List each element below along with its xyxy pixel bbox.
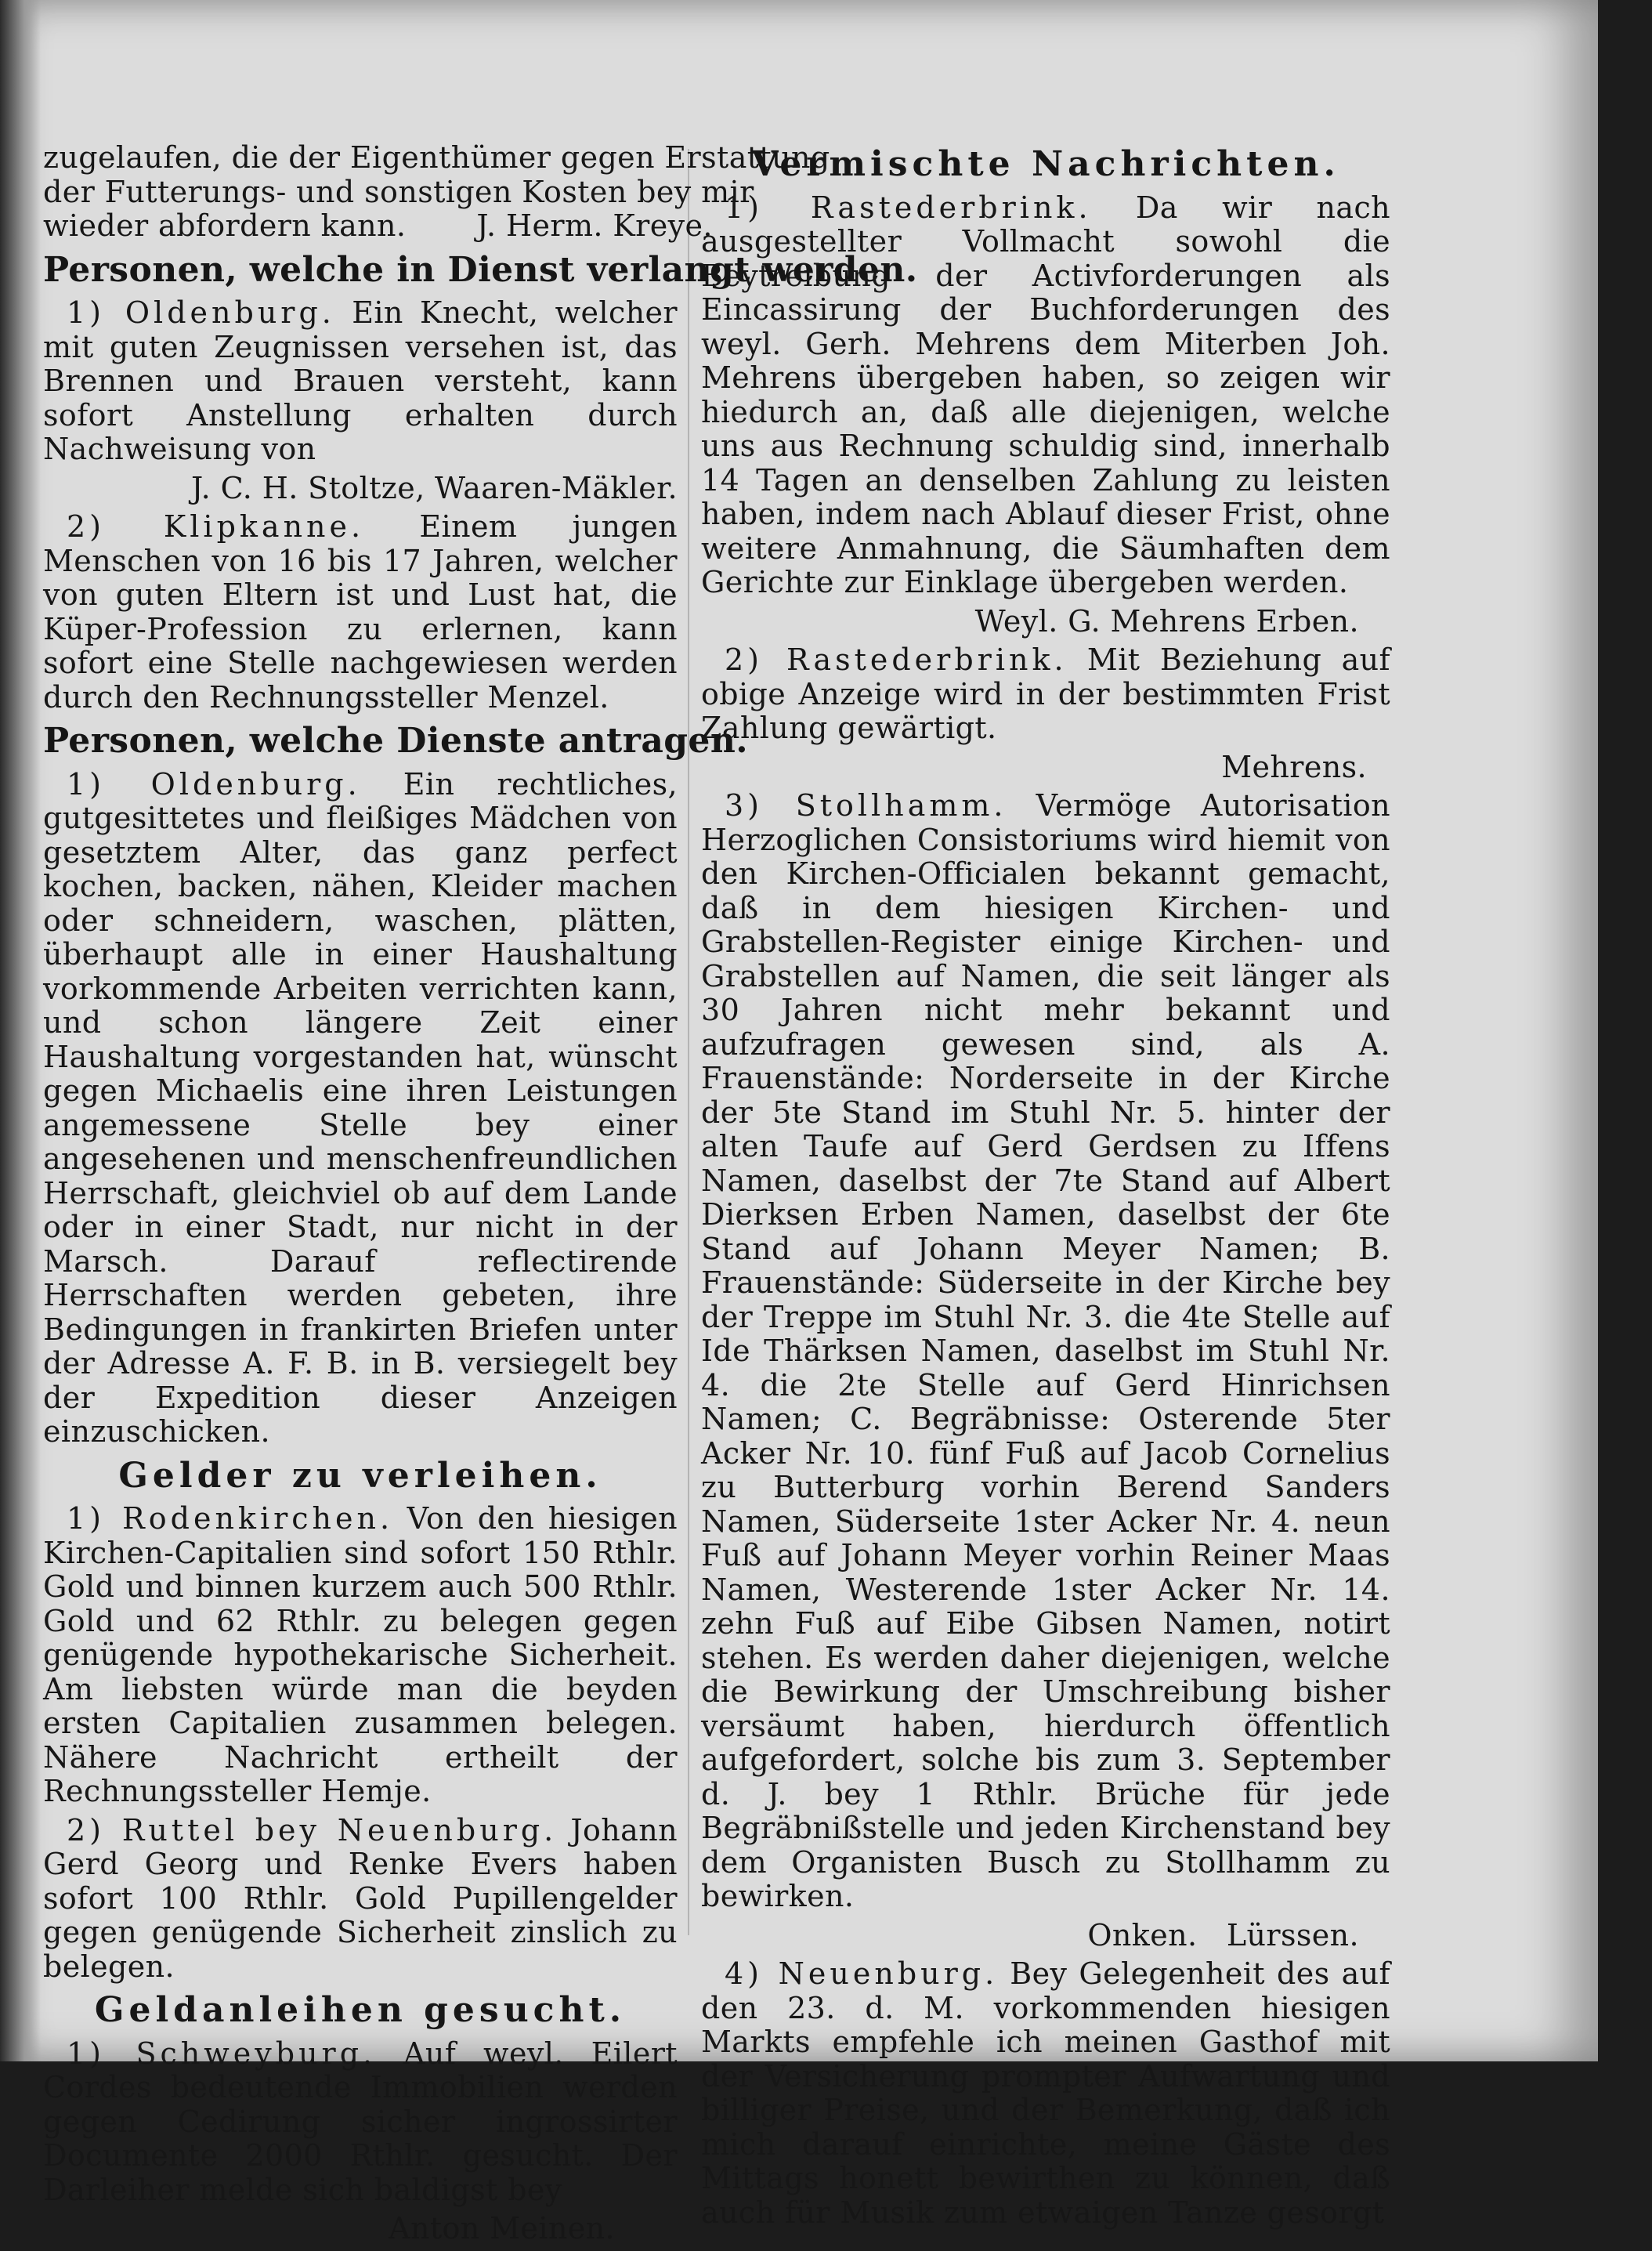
notice-klipkanne: [43, 510, 678, 715]
notice-signature: Onken. Lürssen.: [1087, 1917, 1359, 1952]
section-heading-money-to-lend: Gelder zu verleihen.: [118, 1455, 602, 1496]
notice-place: 1) Oldenburg.: [67, 766, 361, 802]
notice-signature: J. C. H. Stoltze, Waaren-Mäkler.: [190, 470, 678, 505]
right-column: [701, 141, 1390, 2235]
notice-place: 1) Oldenburg.: [67, 295, 335, 330]
notice-place: 1) Rastederbrink.: [725, 190, 1092, 225]
notice-place: 2) Rastederbrink.: [725, 642, 1068, 677]
intro-notice: [43, 140, 830, 244]
notice-oldenburg-servant: [43, 296, 678, 467]
notice-text: Einem jungen Menschen von 16 bis 17 Jahren, welcher von guten Eltern ist und Lust hat, die Küper-Profession zu erlernen, kann sofort eine Stelle nachgewiesen werden durch den Rechnungssteller Menzel.: [43, 509, 678, 715]
notice-text: Da wir nach ausgestellter Vollmacht sowohl die Beytreibung der Activforderungen als Eincassirung der Buchforderungen des weyl. Gerh. Mehrens dem Miterben Joh. Mehrens übergeben haben, so zeigen wir hiedurch an, daß alle diejenigen, welche uns aus Rechnung schuldig sind, innerhalb 14 Tagen an denselben Zahlung zu leisten haben, indem nach Ablauf dieser Frist, ohne weitere Anmahnung, die Säumhaften dem Gerichte zur Einklage übergeben werden.: [701, 190, 1391, 599]
notice-text: Johann Gerd Georg und Renke Evers haben sofort 100 Rthlr. Gold Pupillengelder gegen genügende Sicherheit zinslich zu belegen.: [43, 1812, 678, 1984]
notice-signature: Anton Meinen.: [389, 2211, 615, 2246]
intro-line: [43, 208, 713, 244]
page-fold-shadow: [0, 0, 41, 2061]
notice-rodenkirchen: [43, 1502, 678, 1809]
notice-signature: Mehrens.: [1221, 749, 1367, 784]
notice-text: Bey Gelegenheit des auf den 23. d. M. vorkommenden hiesigen Markts empfehle ich meinen Gasthof mit der Versicherung prompter Aufwartung und billiger Preise, und der Bemerkung, daß ich mich darauf einrichte, meine Gäste des Mittags honett bewirthen zu können, daß auch für Musik zum etwaigen Tanze gesorgt: [701, 1956, 1391, 2230]
notice-signature: Weyl. G. Mehrens Erben.: [974, 603, 1359, 639]
section-heading-loans-sought: Geldanleihen gesucht.: [94, 1990, 627, 2030]
notice-text: Vermöge Autorisation Herzoglichen Consistoriums wird hiemit von den Kirchen-Officialen bekannt gemacht, daß in dem hiesigen Kirchen- und Grabstellen-Register einige Kirchen- und Grabstellen auf Namen, die seit länger als 30 Jahren nicht mehr bekannt und aufzufragen gewesen sind, als A. Frauenstände: Norderseite in der Kirche der 5te Stand im Stuhl Nr. 5. hinter der alten Taufe auf Gerd Gerdsen zu Iffens Namen, daselbst der 7te Stand auf Albert Dierksen Erben Namen, daselbst der 6te Stand auf Johann Meyer Namen; B. Frauenstände: Süderseite in der Kirche bey der Treppe im Stuhl Nr. 3. die 4te Stelle auf Ide Thärksen Namen, daselbst im Stuhl Nr. 4. die 2te Stelle auf Gerd Hinrichsen Namen; C. Begräbnisse: Osterende 5ter Acker Nr. 10. fünf Fuß auf Jacob Cornelius zu Butterburg vorhin Berend Sanders Namen, Süderseite 1ster Acker Nr. 4. neun Fuß auf Johann Meyer vorhin Reiner Maas Namen, Westerende 1ster Acker Nr. 14. zehn Fuß auf Eibe Gibsen Namen, notirt stehen. Es werden daher diejenigen, welche die Bewirkung der Umschreibung bisher versäumt haben, hierdurch öffentlich aufgefordert, solche bis zum 3. September d. J. bey 1 Rthlr. Brüche für jede Begräbnißstelle und jeden Kirchenstand bey dem Organisten Busch zu Stollhamm zu bewirken.: [701, 788, 1390, 1913]
notice-schweyburg: [43, 2037, 678, 2208]
intro-line-text: wieder abfordern kann.: [43, 208, 407, 243]
notice-text: Ein Knecht, welcher mit guten Zeugnissen versehen ist, das Brennen und Brauen versteht, kann sofort Anstellung erhalten durch Nachweisung von: [43, 295, 678, 466]
intro-line: der Futterungs- und sonstigen Kosten bey mir: [43, 174, 754, 209]
notice-text: Mit Beziehung auf obige Anzeige wird in der bestimmten Frist Zahlung gewärtigt.: [701, 642, 1390, 745]
section-heading-miscellaneous: Vermischte Nachrichten.: [751, 144, 1340, 184]
notice-oldenburg-maid: [43, 768, 678, 1449]
notice-ruttel: [43, 1814, 678, 1985]
section-heading-employment-wanted: Personen, welche in Dienst verlangt werden.: [43, 249, 918, 290]
notice-place: 1) Schweyburg.: [67, 2036, 377, 2071]
notice-neuenburg: [701, 1957, 1390, 2230]
notice-rastederbrink-2: [701, 643, 1390, 746]
notice-stollhamm: [701, 789, 1390, 1914]
notice-rastederbrink-1: [701, 191, 1390, 600]
section-heading-offering-services: Personen, welche Dienste antragen.: [43, 721, 748, 761]
column-divider: [688, 149, 689, 1935]
intro-signature: J. Herm. Kreye.: [476, 208, 713, 243]
notice-text: Auf weyl. Eilert Cordes bedeutende Immobilien werden gegen Cedirung sicher ingrossirter Documente 2000 Rthlr. gesucht. Der Darleiher melde sich baldigst bey: [43, 2036, 678, 2207]
notice-text: Von den hiesigen Kirchen-Capitalien sind sofort 150 Rthlr. Gold und binnen kurzem auch 500 Rthlr. Gold und 62 Rthlr. zu belegen gegen genügende hypothekarische Sicherheit. Am liebsten würde man die beyden ersten Capitalien zusammen belegen. Nähere Nachricht ertheilt der Rechnungssteller Hemje.: [43, 1501, 678, 1808]
notice-place: 3) Stollhamm.: [725, 788, 1007, 823]
notice-place: 4) Neuenburg.: [725, 1956, 999, 1991]
notice-text: Ein rechtliches, gutgesittetes und fleißiges Mädchen von gesetztem Alter, das ganz perfect kochen, backen, nähen, Kleider machen oder schneidern, waschen, plätten, überhaupt alle in einer Haushaltung vorkommende Arbeiten verrichten kann, und schon längere Zeit einer Haushaltung vorgestanden hat, wünscht gegen Michaelis eine ihren Leistungen angemessene Stelle bey einer angesehenen und menschenfreundlichen Herrschaft, gleichviel ob auf dem Lande oder in einer Stadt, nur nicht in der Marsch. Darauf reflectirende Herrschaften werden gebeten, ihre Bedingungen in frankirten Briefen unter der Adresse A. F. B. in B. versiegelt bey der Expedition dieser Anzeigen einzuschicken.: [43, 766, 678, 1449]
notice-place: 1) Rodenkirchen.: [67, 1501, 394, 1536]
notice-place: 2) Ruttel bey Neuenburg.: [67, 1812, 558, 1847]
notice-place: 2) Klipkanne.: [67, 509, 365, 544]
intro-line: zugelaufen, die der Eigenthümer gegen Erstattung: [43, 140, 830, 175]
